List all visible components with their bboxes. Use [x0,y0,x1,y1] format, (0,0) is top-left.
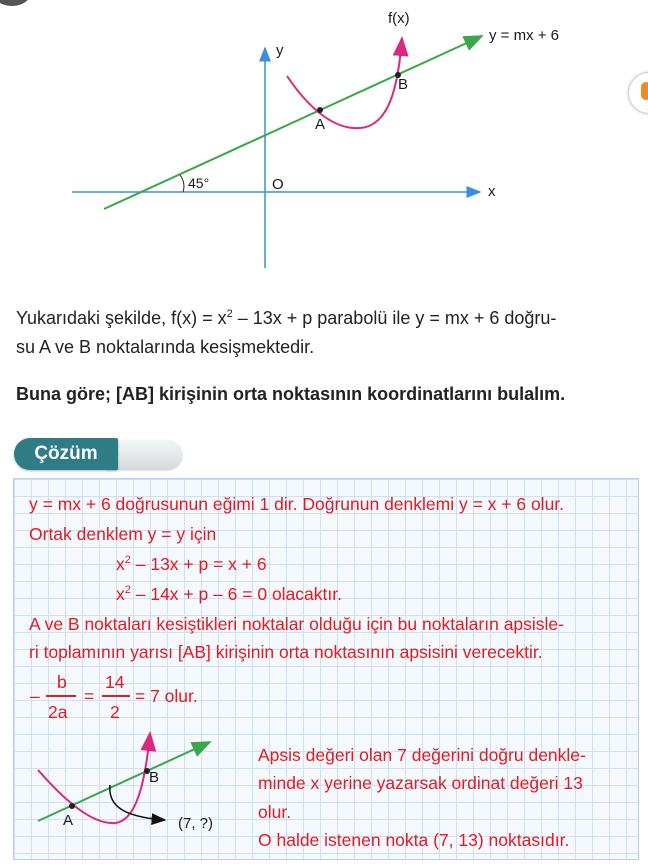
point-a-dot [317,107,323,113]
angle-arc [180,175,184,192]
fraction-equals: = [84,686,95,706]
fraction1-denominator: 2a [48,702,68,722]
exponent: 2 [124,584,131,597]
line-equation-label: y = mx + 6 [489,27,560,44]
solution-right-line-3: olur. [258,802,292,822]
question-text: Buna göre; [16,384,112,404]
solution-line-2: Ortak denklem y = y için [29,524,217,544]
equation-text: – 14x + p – 6 = 0 olacaktır. [130,584,342,604]
x-axis-label: x [488,183,496,200]
exponent: 2 [124,554,131,567]
origin-label: O [272,176,284,193]
midpoint-arrow [110,785,165,820]
fraction2-denominator: 2 [110,702,120,722]
problem-line-2: su A ve B noktalarında kesişmektedir. [16,337,315,357]
question-text: kirişinin orta noktasının koordinatlarını bulalım. [154,384,566,404]
point-a-label: A [315,116,326,133]
solution-badge [14,438,168,472]
segment-ab: [AB] [116,384,155,404]
line-y-mx-6 [104,36,482,209]
fraction-minus: – [30,686,40,706]
solution-badge-label: Çözüm [14,438,118,470]
point-7-label: (7, ?) [178,815,214,832]
angle-label: 45° [188,175,210,191]
solution-line-3 [116,554,267,575]
fraction1-bar [46,695,76,697]
solution-text: ri toplamının yarısı [29,642,178,662]
question-line [16,378,641,410]
solution-text: kirişinin orta noktasının apsisini verecektir. [210,642,543,662]
fraction1-numerator: b [57,672,67,692]
equation-text: x [116,554,125,574]
solution-line [38,742,210,821]
problem-text: – 13x + p parabolü ile y = mx + 6 doğru- [232,308,557,328]
fx-label: f(x) [388,10,410,27]
solution-right-line-2: minde x yerine yazarsak ordinat değeri 13 [258,773,583,793]
fraction-result: = 7 olur. [135,686,198,706]
fraction2-bar [102,695,130,697]
equation-text: – 13x + p = x + 6 [130,554,267,574]
solution-figure-svg [20,725,260,855]
top-figure [0,0,648,280]
point-b-label: B [398,76,409,93]
solution-point-a [69,803,75,809]
segment-ab: [AB] [177,642,211,662]
parabola-fx [287,38,402,128]
solution-a-label: A [63,812,74,829]
fraction2-numerator: 14 [105,672,125,692]
solution-right-line-1: Apsis değeri olan 7 değerini doğru denkle- [258,745,586,765]
equation-text: x [116,584,125,604]
solution-line-5: A ve B noktaları kesiştikleri noktalar olduğu için bu noktaların apsisle- [29,614,564,634]
exponent: 2 [226,308,233,320]
solution-b-label: B [149,769,160,786]
problem-text: Yukarıdaki şekilde, f(x) = x [16,308,227,328]
problem-line-1 [16,298,641,334]
solution-line-4 [116,584,342,605]
solution-line-1: y = mx + 6 doğrusunun eğimi 1 dir. Doğrunun denklemi y = x + 6 olur. [29,494,565,514]
y-axis-label: y [276,42,284,59]
solution-figure [20,725,260,855]
solution-line-6 [29,642,543,663]
solution-right-line-4: O halde istenen nokta (7, 13) noktasıdır. [258,830,570,850]
